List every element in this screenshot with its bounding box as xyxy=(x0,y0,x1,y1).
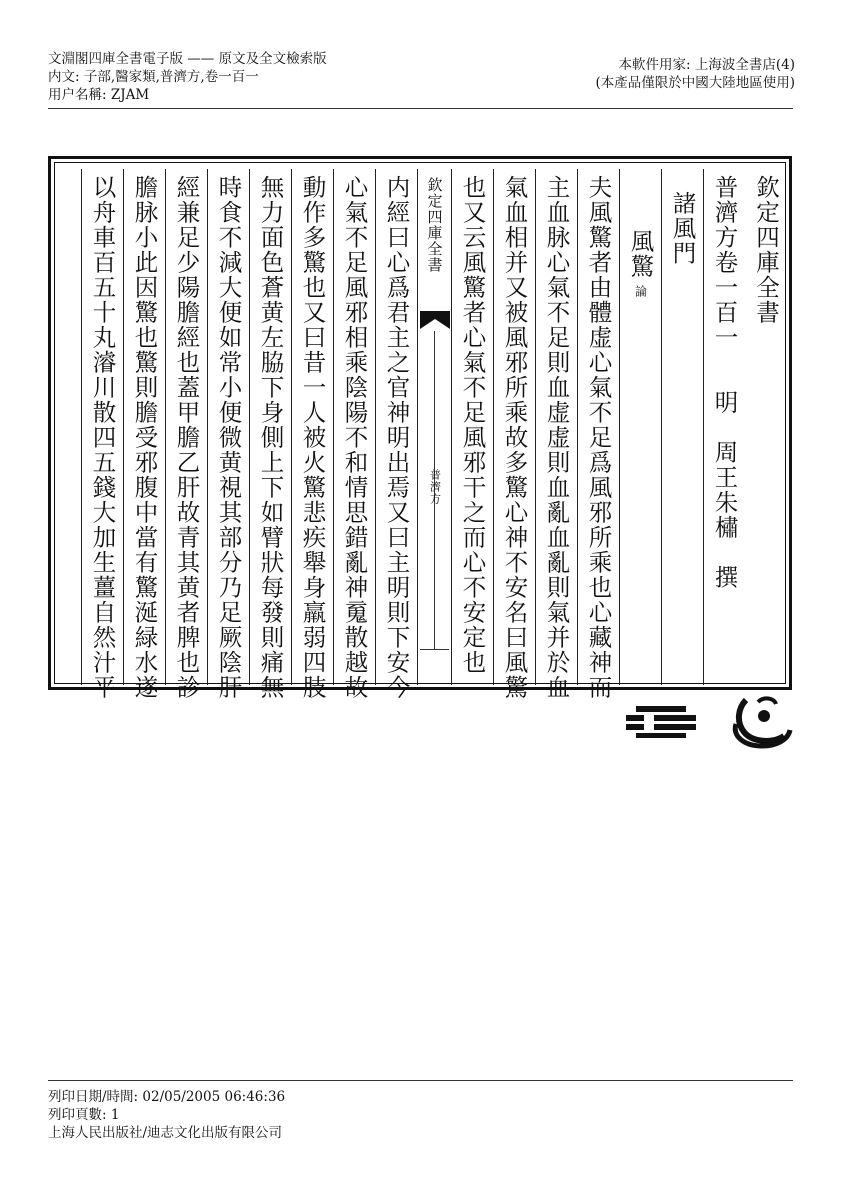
text-line: 動作多驚也又曰昔一人被火驚悲疾舉身羸弱四肢 xyxy=(298,175,327,700)
footer-info xyxy=(48,1088,285,1142)
author-line: 明 周王朱橚 撰 xyxy=(710,390,739,590)
text-column xyxy=(535,169,577,700)
footer-divider xyxy=(48,1080,793,1081)
topic-note: 論 xyxy=(633,285,648,297)
margin-collection-title: 欽定四庫全書 xyxy=(425,177,444,273)
text-column xyxy=(375,169,417,700)
text-column xyxy=(123,169,165,700)
text-column xyxy=(451,169,493,685)
text-column xyxy=(333,169,375,700)
publisher-stripes-logo xyxy=(624,704,698,740)
text-column xyxy=(81,169,123,700)
text-line: 夫風驚者由體虚心氣不足爲風邪所乘也心藏神而 xyxy=(584,175,613,700)
text-line: 時食不減大便如常小便微黄視其部分乃足厥陰肝 xyxy=(214,175,243,700)
print-pages: 列印頁數: 1 xyxy=(48,1107,120,1123)
text-column xyxy=(249,169,291,700)
text-line: 心氣不足風邪相乘陰陽不和情思錯亂神䰟散越故 xyxy=(340,175,369,700)
margin-bottom-bar xyxy=(420,649,449,650)
text-line: 主血脉心氣不足則血虚虚則血亂血亂則氣并於血 xyxy=(542,175,571,700)
text-line: 經兼足少陽膽經也蓋甲膽乙肝故青其黄者脾也診 xyxy=(172,175,201,700)
text-column xyxy=(207,169,249,700)
collection-title: 欽定四庫全書 xyxy=(752,175,780,325)
print-datetime: 列印日期/時間: 02/05/2005 06:46:36 xyxy=(48,1089,286,1105)
text-column xyxy=(577,169,619,700)
volume-title: 普濟方卷一百一 xyxy=(710,175,739,350)
column-section-title xyxy=(661,169,703,685)
header-licensee: 本軟件用家: 上海波全書店(4) xyxy=(618,57,795,73)
header-license xyxy=(595,56,795,92)
publisher-credit: 上海人民出版社/迪志文化出版有限公司 xyxy=(48,1125,283,1141)
header-product-title: 文淵閣四庫全書電子版 —— 原文及全文檢索版 xyxy=(48,51,327,67)
fishtail-mark-icon xyxy=(420,311,450,329)
column-collection-title xyxy=(745,169,787,685)
text-line: 無力面色蒼黄左脇下身側上下如臂狀每發則痛無 xyxy=(256,175,285,700)
column-topic-title xyxy=(619,169,661,685)
page-inner-border xyxy=(54,162,786,700)
text-line: 氣血相并又被風邪所乘故多驚心神不安名曰風驚 xyxy=(500,175,529,700)
text-column xyxy=(493,169,535,700)
fold-margin xyxy=(417,169,451,685)
header-username: 用户名稱: ZJAM xyxy=(48,87,150,103)
text-column xyxy=(291,169,333,700)
column-volume-title xyxy=(703,169,745,685)
publisher-seal-logo xyxy=(728,694,794,750)
text-line: 也又云風驚者心氣不足風邪干之而心不安定也 xyxy=(458,175,487,675)
header-info xyxy=(48,50,327,104)
header-content-path: 内文: 子部,醫家類,普濟方,卷一百一 xyxy=(48,69,259,85)
section-title: 諸風門 xyxy=(668,191,697,266)
margin-book-title: 普濟方 xyxy=(428,469,442,505)
text-line: 内經曰心爲君主之官神明出焉又曰主明則下安今 xyxy=(382,175,411,700)
header-restriction: (本產品僅限於中國大陸地區使用) xyxy=(595,75,795,91)
text-line: 以舟車百五十丸濬川散四五錢大加生薑自然汁平 xyxy=(88,175,117,700)
header-divider xyxy=(48,108,793,109)
page-frame xyxy=(48,156,792,700)
topic-title: 風驚 xyxy=(626,229,655,279)
text-column xyxy=(165,169,207,700)
text-line: 膽脉小此因驚也驚則膽受邪腹中當有驚涎緑水遂 xyxy=(130,175,159,700)
